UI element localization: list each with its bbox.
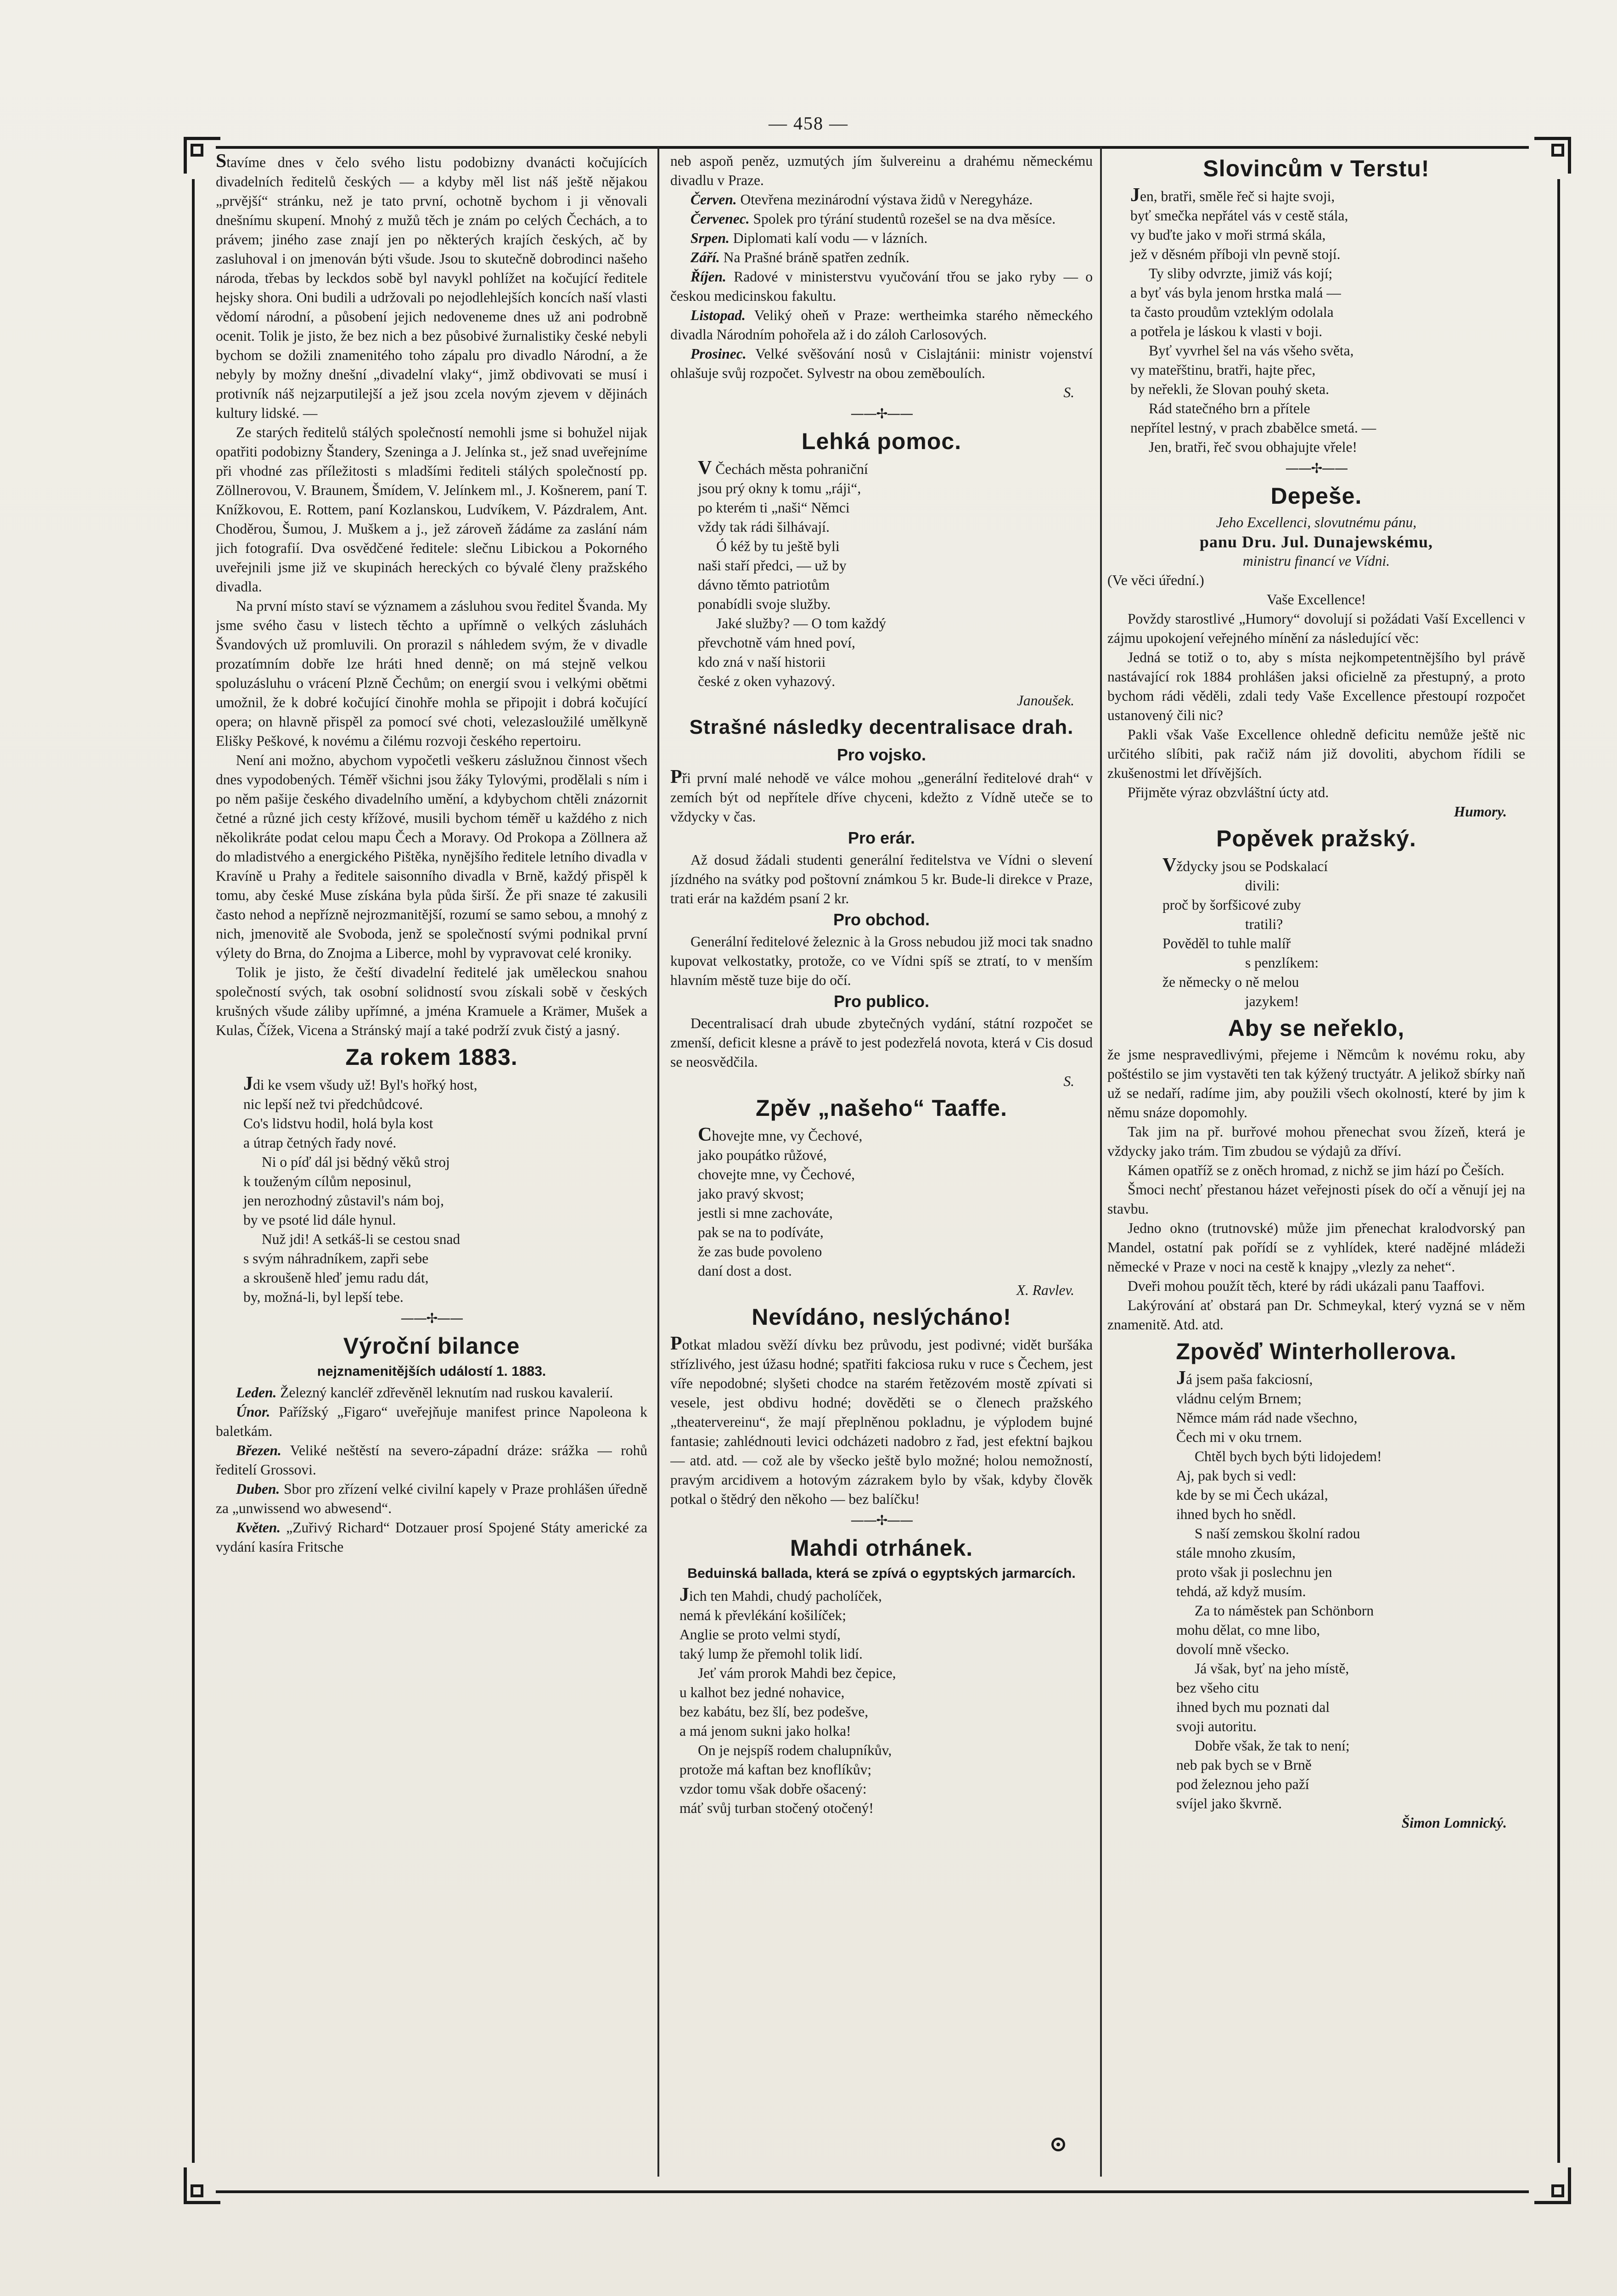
section-subtitle: Pro erár. <box>848 828 915 847</box>
popevek-verse <box>1107 855 1525 1011</box>
section-ornament: ——✢—— <box>1285 461 1348 477</box>
verse-line: Vždycky jsou se Podskalací <box>1162 855 1328 876</box>
verse-line: Anglie se proto velmi stydí, <box>679 1626 841 1643</box>
verse-line: a skroušeně hleď jemu radu dát, <box>243 1270 429 1286</box>
depese-title: Depeše. <box>1270 483 1362 509</box>
verse-line: Chtěl bych bych býti lidojedem! <box>1195 1448 1382 1464</box>
verse-line: bez kabátu, bez šlí, bez podešve, <box>679 1704 869 1720</box>
verse-line: k touženým cílům neposinul, <box>243 1173 411 1189</box>
frame-corner-ornament <box>1534 137 1571 174</box>
verse-line: s penzlíkem: <box>1245 955 1319 971</box>
verse-line: bez všeho citu <box>1176 1680 1259 1696</box>
section-subtitle: Pro vojsko. <box>837 745 926 764</box>
drop-initial: J <box>1176 1367 1186 1389</box>
verse-line: Jdi ke vsem všudy už! Byl's hořký host, <box>243 1073 477 1094</box>
bilance-entry: Únor. Pařížský „Figaro“ uveřejňuje manifest prince Napoleona k baletkám. <box>216 1404 647 1439</box>
column-right <box>1107 152 1525 2167</box>
nevidano-title: Nevídáno, neslýcháno! <box>752 1304 1011 1330</box>
verse-line: jen nerozhodný zůstavil's nám boj, <box>243 1193 444 1209</box>
verse-line: s svým náhradníkem, zapři sebe <box>243 1250 429 1266</box>
verse-line: jestli si mne zachováte, <box>698 1205 833 1221</box>
verse-line: a potřela je láskou k vlasti v boji. <box>1130 323 1323 339</box>
article-paragraph: Ze starých ředitelů stálých společností nemohli jsme si bohužel nijak opatřiti podobizny Štandery, Szeninga a J. Jelínka st., jež snad uveřejníme při vhodné zas příležitosti s mladšími řediteli stálých společností pp. Zöllnerovou, V. Braunem, Šmídem, V. Jelínkem ml., J. Košnerem, paní T. Knížkovou, E. Rottem, paní Kozlanskou, Ludvíkem, V. Pázdralem, Ant. Choděrou, Šumou, J. Muškem a j., jež zároveň žádáme za zaslání nám jich fotografií. Dva osvědčené ředitele: slečnu Libickou a Pokorného uveřejnili jsme již ve skupinách hereckých co bývalé členy pražského divadla. <box>216 424 647 595</box>
frame-bottom-rule <box>216 2190 1529 2193</box>
verse-line: Jich ten Mahdi, chudý pacholíček, <box>679 1584 882 1605</box>
intro-paragraph: Stavíme dnes v čelo svého listu podobizny dvanácti kočujících divadelních ředitelů českých — a kdyby měl list náš ještě nějakou „prvější“ stránku, než je tato první, ochotně bychom i ji věnovali dnešnímu skupení. Mnohý z mužů těch je znám po celých Čechách, a to právem; jiného zase znají jen po některých krajích českých, ač by zasluhoval i on jmenován býti všude. Jsou to skutečně dobrodinci našeho národa, třebas by leckdos sobě byl navykl pohlížet na kočující ředitele hejsky shora. Oni budili a udržovali po nejodlehlejších koncích naší vlasti vědomí národní, a působení jejich nedoveneme dnes už ani podrobně ocenit. Tolik je jisto, že bez nich a bez působivé žurnalistiky české nebyli bychom se dožili znamenitého toho zápalu pro divadlo Národní, a že nebyly by možny dnešní „divadelní vlaky“, jimž obdivovati se musí i protivník náš nejzarputilejší a jež jsou zcela novým zjevem v dějinách kultury lidské. — <box>216 152 647 421</box>
verse-line: jako pravý skvost; <box>698 1186 804 1202</box>
section-subtitle: Pro obchod. <box>833 910 930 929</box>
article-paragraph: Kámen opatříž se z oněch hromad, z nichž se jim hází po Češích. <box>1128 1162 1505 1178</box>
section-subtitle: Pro publico. <box>833 992 929 1011</box>
verse-line: chovejte mne, vy Čechové, <box>698 1166 855 1182</box>
verse-line: jako poupátko růžové, <box>698 1147 827 1163</box>
verse-line: Jen, bratři, řeč svou obhajujte vřele! <box>1149 439 1357 455</box>
verse-line: pod železnou jeho paží <box>1176 1776 1309 1792</box>
depese-note: (Ve věci úřední.) <box>1107 572 1204 588</box>
verse-line: pak se na to podíváte, <box>698 1224 824 1240</box>
verse-line: dovolí mně všecko. <box>1176 1641 1289 1657</box>
verse-line: Ó kéž by tu ještě byli <box>716 538 840 554</box>
verse-line: svíjel jako škvrně. <box>1176 1795 1282 1812</box>
bilance-entry: Červen. Otevřena mezinárodní výstava židů v Neregyháze. <box>691 191 1033 208</box>
frame-right-rule <box>1557 179 1560 2163</box>
verse-line: taký lump že přemohl tolik lidí. <box>679 1646 863 1662</box>
verse-line: S naší zemskou školní radou <box>1195 1525 1360 1542</box>
article-paragraph: Generální ředitelové železnic à la Gross nebudou již moci tak snadno kupovat velkostatky, protože, co ve Vídni spíš se ztratí, to v menším hlavním městě tuze bije do očí. <box>670 934 1093 988</box>
column-divider <box>657 147 659 2177</box>
frame-corner-ornament <box>184 2167 220 2204</box>
verse-line: vládnu celým Brnem; <box>1176 1390 1302 1407</box>
verse-line: nic lepší než tvi předchůdcové. <box>243 1096 423 1112</box>
verse-line: Já však, byť na jeho místě, <box>1195 1660 1349 1677</box>
verse-line: jež v děsném příboji vln pevně stojí. <box>1130 246 1341 262</box>
verse-line: převchotně vám hned poví, <box>698 635 855 651</box>
verse-line: neb pak bych se v Brně <box>1176 1757 1312 1773</box>
article-paragraph: Decentralisací drah ubude zbytečných vydání, státní rozpočet se zmenší, deficit klesne a právě to jest podezřelá novota, která v Cis dosud se neosvědčila. <box>670 1015 1093 1070</box>
popevek-title: Popěvek pražský. <box>1216 826 1416 851</box>
article-paragraph: že jsme nespravedlivými, přejeme i Němcům k novému roku, aby poštéstilo se jim vystavěti ten tak kýžený tructyátr. A jelikož sbírky naň už se nedaří, radíme jim, aby použili všech okolností, které by jim k němu snáze dopomohly. <box>1107 1047 1525 1120</box>
verse-line: protože má kaftan bez knoflíkův; <box>679 1761 872 1778</box>
strasne-title: Strašné následky decentralisace drah. <box>689 716 1074 738</box>
verse-line: nepřítel lestný, v prach zbabělce smetá. — <box>1130 420 1376 436</box>
verse-line: a má jenom sukni jako holka! <box>679 1723 851 1739</box>
verse-line: nemá k převlékání košilíček; <box>679 1607 847 1623</box>
article-paragraph: Šmoci nechť přestanou házet veřejnosti písek do očí a věnují jej na stavbu. <box>1107 1182 1525 1217</box>
bilance-entry: Srpen. Diplomati kalí vodu — v lázních. <box>691 230 928 246</box>
signature: Janoušek. <box>1016 692 1074 709</box>
mahdi-verse <box>670 1585 1093 1818</box>
verse-line: Jaké služby? — O tom každý <box>716 615 887 631</box>
verse-line: by neřekli, že Slovan pouhý sketa. <box>1130 381 1330 397</box>
drop-initial: J <box>243 1073 253 1094</box>
slovincum-verse <box>1107 186 1525 457</box>
signature: S. <box>1063 1073 1074 1089</box>
drop-initial: V <box>698 457 712 478</box>
verse-line: ihned bych mu poznati dal <box>1176 1699 1330 1715</box>
verse-line: Němce mám rád nade všechno, <box>1176 1410 1358 1426</box>
verse-line: vždy tak rádi šilhávají. <box>698 519 830 535</box>
verse-line: a byť vás byla jenom hrstka malá — <box>1130 285 1341 301</box>
bilance-entry: Březen. Veliké neštěstí na severo-západní dráze: srážka — rohů ředitelí Grossovi. <box>216 1442 647 1478</box>
verse-line: Za to náměstek pan Schönborn <box>1195 1603 1374 1619</box>
end-mark-icon <box>1051 2138 1065 2151</box>
article-paragraph: Povždy starostlivé „Humory“ dovolují si požádati Vaší Excellenci v zájmu upokojení veřejného mínění za následující věc: <box>1107 611 1525 646</box>
column-divider <box>1100 147 1102 2177</box>
bilance-entry: Listopad. Veliký oheň v Praze: wertheimka starého německého divadla Národním pohořela až i do záloh Carlosových. <box>670 307 1093 343</box>
article-paragraph: Lakýrování ať obstará pan Dr. Schmeykal, který vyzná se v něm znamenitě. Atd. atd. <box>1107 1297 1525 1333</box>
verse-line: vy mateřštinu, bratři, hajte přec, <box>1130 362 1316 378</box>
verse-line: divili: <box>1245 878 1280 894</box>
verse-line: Jen, bratři, směle řeč si hajte svoji, <box>1130 185 1335 206</box>
verse-line: Chovejte mne, vy Čechové, <box>698 1124 863 1145</box>
depese-address: panu Dru. Jul. Dunajewskému, <box>1199 533 1433 551</box>
verse-line: kdo zná v naší historii <box>698 654 826 670</box>
verse-line: stále mnoho zkusím, <box>1176 1545 1296 1561</box>
slovincum-title: Slovincům v Terstu! <box>1203 156 1430 181</box>
verse-line: svoji autoritu. <box>1176 1718 1257 1734</box>
verse-line: Jeť vám prorok Mahdi bez čepice, <box>698 1665 896 1681</box>
verse-line: Rád statečného brn a přítele <box>1149 400 1310 416</box>
verse-line: Nuž jdi! A setkáš-li se cestou snad <box>262 1231 460 1247</box>
aby-title: Aby se neřeklo, <box>1228 1015 1405 1041</box>
verse-line: Byť vyvrhel šel na vás všeho světa, <box>1149 343 1354 359</box>
drop-initial: S <box>216 152 227 172</box>
bilance-title: Výroční bilance <box>343 1333 520 1359</box>
signature: Humory. <box>1454 804 1507 820</box>
article-paragraph: Tolik je jisto, že čeští divadelní ředitelé jak uměleckou snahou společností svých, tak osobní solidností svou získali sobě v českých krušných všude záliby upřímné, a jména Kramuele a Krämer, Mušek a Kulas, Čížek, Vicena a Stránský mají a také podrží zvuk čistý a jasný. <box>216 964 647 1038</box>
verse-line: po kterém ti „naši“ Němci <box>698 500 850 516</box>
verse-line: naši staří předci, — už by <box>698 557 847 574</box>
article-paragraph: Při první malé nehodě ve válce mohou „generální ředitelové drah“ v zemích být od nepřítele dříve chyceni, kdežto z Vídně uteče se to vždycky v čas. <box>670 766 1093 825</box>
bilance-entry: Červenec. Spolek pro týrání studentů rozešel se na dva měsíce. <box>691 211 1056 227</box>
bilance-entry: Říjen. Radové v ministerstvu vyučování třou se jako ryby — o českou medicinskou fakultu. <box>670 269 1093 304</box>
verse-line: Aj, pak bych si vedl: <box>1176 1468 1297 1484</box>
depese-salutation: Vaše Excellence! <box>1267 591 1366 608</box>
verse-line: byť smečka nepřátel vás v cestě stála, <box>1130 208 1348 224</box>
mahdi-subtitle: Beduinská ballada, která se zpívá o egyptských jarmarcích. <box>687 1566 1076 1581</box>
article-paragraph: Pakli však Vaše Excellence ohledně deficitu nemůže ještě nic určitého slíbiti, pak račiž nám již dovoliti, abychom řídili se zkušenostmi let dřívějších. <box>1107 726 1525 781</box>
poem-title: Za rokem 1883. <box>345 1044 518 1070</box>
bilance-entry: Leden. Železný kancléř zdřevěněl leknutím nad ruskou kavalerií. <box>236 1384 613 1401</box>
column-middle <box>670 152 1093 2167</box>
verse-line: a útrap četných řady nové. <box>243 1135 397 1151</box>
depese-address: Jeho Excellenci, slovutnému pánu, <box>1216 514 1417 530</box>
drop-initial: P <box>670 1333 682 1354</box>
section-ornament: ——✢—— <box>400 1311 463 1327</box>
lehka-title: Lehká pomoc. <box>801 428 962 454</box>
signature: S. <box>1063 384 1074 400</box>
verse-line: V Čechách města pohraniční <box>698 457 868 478</box>
verse-line: tratili? <box>1245 916 1283 932</box>
drop-initial: J <box>679 1584 689 1605</box>
zpev-title: Zpěv „našeho“ Taaffe. <box>756 1095 1007 1121</box>
signature: Šimon Lomnický. <box>1401 1815 1507 1831</box>
verse-line: proto však ji poslechnu jen <box>1176 1564 1332 1580</box>
bilance-entry: Prosinec. Velké svěšování nosů v Cislajtánii: ministr vojenství ohlašuje svůj rozpočet. Sylvestr na obou zeměboulích. <box>670 346 1093 381</box>
verse-line: ta často proudům vzteklým odolala <box>1130 304 1334 320</box>
drop-initial: J <box>1130 185 1140 206</box>
article-paragraph: Jedno okno (trutnovské) může jim přenechat kralodvorský pan Mandel, ostatní pak pořídí se z vyhlídek, které nadějné mládeži německé v Praze v noci na cestě k knajpy „vlezly za nehet“. <box>1107 1220 1525 1275</box>
article-paragraph: Na první místo staví se významem a zásluhou svou ředitel Švanda. My jsme svého času v listech těchto a upřímně o velkých zásluhách Švandových už promluvili. On prorazil s náhledem svým, že v divadle prozatímním dobře lze hráti hned denně; on má stejně velkou spoluzásluhu o vrácení Plzně Čechům; on energií svou i velkými obětmi umožnil, že k dobré kočující činohře mohla se připojit i dobrá kočující opera; on hlavně přispěl za pomocí své choti, velezasloužilé umělkyně Elišky Peškové, k novému a čilému rozvoji českého repertoiru. <box>216 598 647 749</box>
verse-line: Čech mi v oku trnem. <box>1176 1429 1302 1445</box>
verse-line: ihned bych ho snědl. <box>1176 1506 1296 1522</box>
verse-line: kde by se mi Čech ukázal, <box>1176 1487 1328 1503</box>
poem-verse <box>216 1074 647 1307</box>
verse-line: by ve psoté lid dále hynul. <box>243 1212 396 1228</box>
section-ornament: ——✢—— <box>850 406 913 422</box>
verse-line: české z oken vyhazový. <box>698 673 836 689</box>
bilance-entry: Duben. Sbor pro zřízení velké civilní kapely v Praze prohlášen úředně za „unwissend wo abwesend“. <box>216 1481 647 1516</box>
verse-line: Co's lidstvu hodil, holá byla kost <box>243 1115 433 1131</box>
drop-initial: V <box>1162 855 1177 876</box>
verse-line: vzdor tomu však dobře ošacený: <box>679 1781 867 1797</box>
zpev-verse <box>670 1125 1093 1281</box>
article-paragraph: Není ani možno, abychom vypočetli veškeru záslužnou činnost všech dnes vypodobených. Téměř všichni jsou žáky Tylovými, prodělali s ním i po něm pašije českého divadelního umění, a kdybychom chtěli znázornit četné a různé jich cesty křížové, musili bychom téměř u každého z nich několikráte podat celou mapu Čech a Moravy. Od Prokopa a Zöllnera až do mladistvého a energického Pištěka, nynějšího ředitele letního divadla v Kravíně u Prahy a ředitele saisonního divadla v Brně, každý přispěl k tomu, aby české Muse získána byla půda širší. Že při snaze té zakusili často nehod a nepřízně nejrozmanitější, rozumí se samo sebou, a mnohý z nich, jmenovitě ale Svoboda, jenž se společností svými podnikal první výlety do Brna, do Znojma a Liberce, mohl by vypravovat celé kroniky. <box>216 752 647 961</box>
lehka-verse <box>670 458 1093 691</box>
article-paragraph: Dveři mohou použít těch, které by rádi ukázali panu Taaffovi. <box>1128 1278 1485 1294</box>
article-paragraph: Potkat mladou svěží dívku bez průvodu, jest podivné; vidět buršáka střízlivého, jest úžasu hodné; spatřiti fakciosa ruku v ruce s Čechem, jest víře nepodobné; slyšeti chodce na starém řetězovém mostě zpívati si vesele, jest obdivu hodné; dověděti se o členech pražského „theatervereinu“, že mají přeplněnou pokladnu, je výplodem bujné fantasie; zahlédnouti levici odcházeti nadobro z řad, jest efektní bajkou — atd. atd. — což ale by všecko ještě bylo možné; holou nemožností, pravým arcidivem a hotovým zázrakem bylo by však, kdyby člověk potkal o štědrý den někoho — bez balíčku! <box>670 1333 1093 1507</box>
verse-line: u kalhot bez jedné nohavice, <box>679 1684 845 1700</box>
verse-line: On je nejspíš rodem chalupníkův, <box>698 1742 892 1758</box>
verse-line: Dobře však, že tak to není; <box>1195 1738 1350 1754</box>
drop-initial: C <box>698 1124 712 1145</box>
verse-line: jazykem! <box>1245 993 1299 1009</box>
frame-corner-ornament <box>184 137 220 174</box>
zpoved-title: Zpověď Winterhollerova. <box>1176 1339 1457 1364</box>
verse-line: dávno těmto patriotům <box>698 577 830 593</box>
verse-line: Pověděl to tuhle malíř <box>1162 935 1291 951</box>
verse-line: vy buďte jako v moři strmá skála, <box>1130 227 1326 243</box>
article-paragraph: Tak jim na př. burřové mohou přenechat svou žízeň, která je vždycky jako trám. Tim zbudou se výdajů za dříví. <box>1107 1124 1525 1159</box>
article-paragraph: Jedná se totiž o to, aby s místa nejkompetentnějšího byl právě nastávající rok 1884 prohlášen jaksi oficielně za přestupný, a proto bychom rádi věděli, zdali tedy Vaše Excellence přestoupí rozpočet ustanovený čili nic? <box>1107 649 1525 723</box>
verse-line: máť svůj turban stočený otočený! <box>679 1800 874 1816</box>
verse-line: Ni o píď dál jsi bědný věků stroj <box>262 1154 450 1170</box>
page-number: — 458 — <box>769 113 848 134</box>
verse-line: že německy o ně melou <box>1162 974 1299 990</box>
verse-line: jsou prý okny k tomu „ráji“, <box>698 480 861 496</box>
article-paragraph: Až dosud žádali studenti generální ředitelstva ve Vídni o slevení jízdného na svátky pod poštovní známkou 5 kr. Bude-li direkce v Praze, trati erár na každém psaní 2 kr. <box>670 852 1093 906</box>
verse-line: že zas bude povoleno <box>698 1244 822 1260</box>
frame-corner-ornament <box>1534 2167 1571 2204</box>
article-paragraph: Přijměte výraz obzvláštní úcty atd. <box>1128 784 1329 800</box>
depese-address: ministru financí ve Vídni. <box>1242 553 1390 569</box>
column-left <box>216 152 647 2167</box>
bilance-entry: Září. Na Prašné bráně spatřen zedník. <box>691 249 910 265</box>
verse-line: proč by šorfšicové zuby <box>1162 897 1301 913</box>
signature: X. Ravlev. <box>1016 1282 1074 1298</box>
drop-initial: P <box>670 766 682 788</box>
verse-line: mohu dělat, co mne libo, <box>1176 1622 1320 1638</box>
verse-line: ponabídli svoje služby. <box>698 596 831 612</box>
bilance-subtitle: nejznamenitějších událostí 1. 1883. <box>317 1364 546 1379</box>
verse-line: Já jsem paša fakciosní, <box>1176 1367 1313 1389</box>
verse-line: tehdá, až když musím. <box>1176 1583 1306 1599</box>
bilance-continuation: neb aspoň peněz, uzmutých jím šulvereinu a drahému německému divadlu v Praze. <box>670 153 1093 188</box>
verse-line: by, možná-li, byl lepší tebe. <box>243 1289 404 1305</box>
frame-left-rule <box>192 179 195 2163</box>
mahdi-title: Mahdi otrhánek. <box>790 1535 973 1561</box>
bilance-entry: Květen. „Zuřivý Richard“ Dotzauer prosí Spojené Státy americké za vydání kasíra Fritsche <box>216 1519 647 1555</box>
section-ornament: ——✢—— <box>850 1513 913 1529</box>
verse-line: daní dost a dost. <box>698 1263 792 1279</box>
frame-top-rule <box>216 146 1529 149</box>
verse-line: Ty sliby odvrzte, jimiž vás kojí; <box>1149 265 1333 281</box>
zpoved-verse <box>1107 1368 1525 1813</box>
